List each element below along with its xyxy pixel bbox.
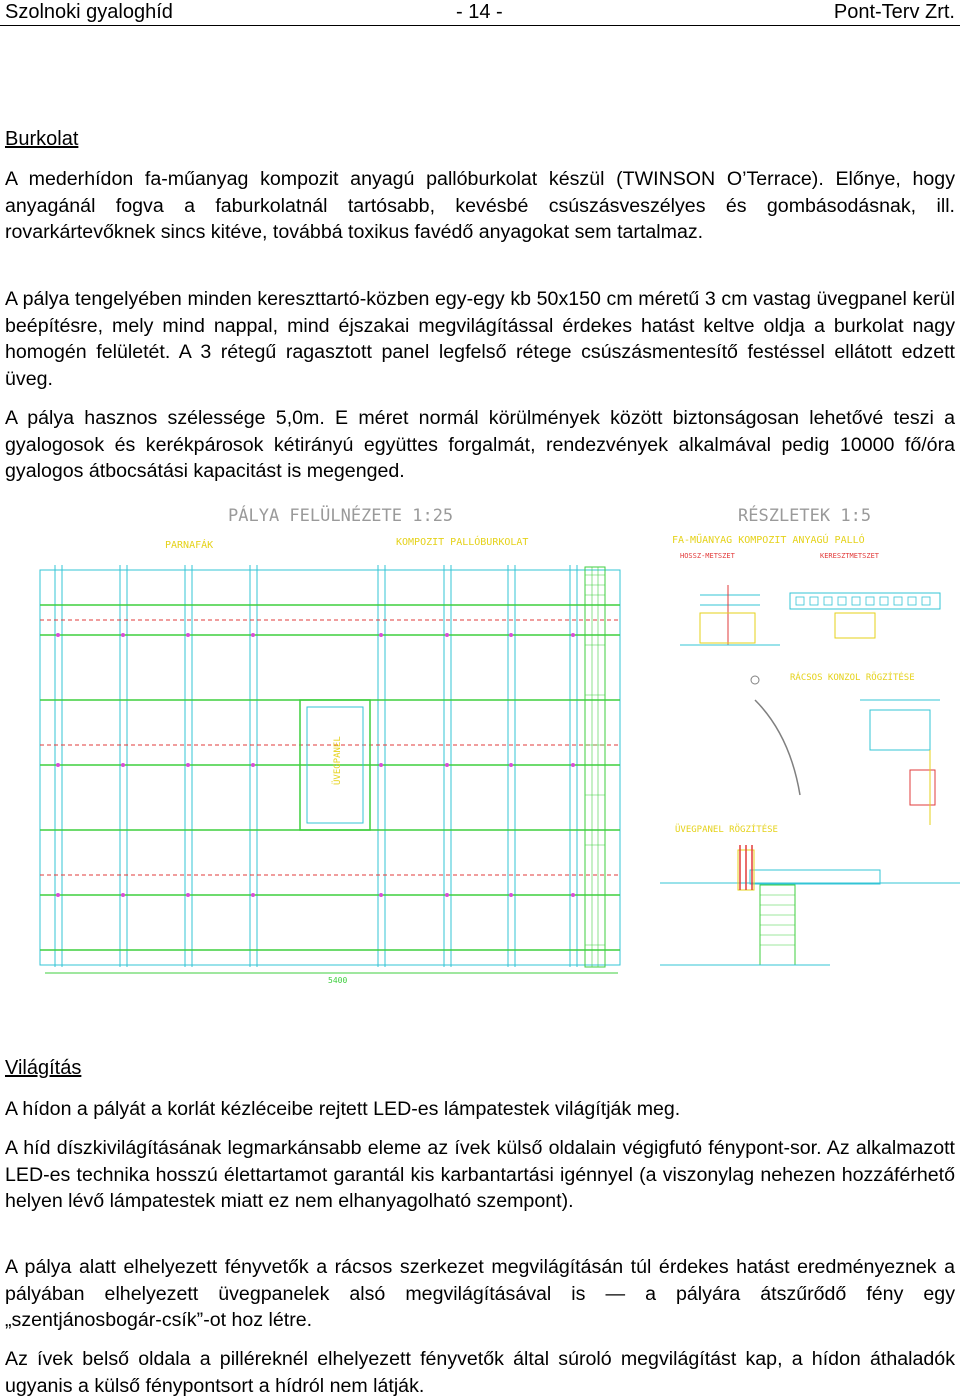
detail-long-label: HOSSZ-METSZET	[680, 552, 735, 560]
paragraph-vilagitas-3: A pálya alatt elhelyezett fényvetők a rácsos szerkezet megvilágításán túl érdekes hatást eredményeznek a pályában elhelyezett üvegpanelek alsó megvilágításával is — a pályára átszűrődő fény egy „szentjánosbogár-csík”-ot hoz létre.	[5, 1256, 955, 1331]
detail-cross-label: KERESZTMETSZET	[820, 552, 880, 560]
paragraph-burkolat-2: A pálya tengelyében minden kereszttartó-közben egy-egy kb 50x150 cm méretű 3 cm vastag üvegpanel kerül beépítésre, mely mind nappal, mind éjszakai megvilágítással érdekes hatást keltve oldja a burkolat nagy homogén felületét. A 3 rétegű ragasztott panel legfelső rétege csúszásmentesítő festéssel ellátott edzett üveg.	[5, 288, 955, 390]
page-header	[0, 0, 960, 26]
paragraph-burkolat-1: A mederhídon fa-műanyag kompozit anyagú pallóburkolat készül (TWINSON O’Terrace). Előnye, hogy anyagánál fogva a faburkolatnál tartósabb, kevésbé csúszásveszélyes és gombásodásnak, ill. rovarkártevőknek sincs kitéve, továbbá toxikus favédő anyagokat sem tartalmaz.	[5, 168, 955, 243]
technical-drawing	[0, 495, 960, 995]
plan-glass-label: ÜVEGPANEL	[333, 736, 343, 785]
plan-label-right: KOMPOZIT PALLÓBURKOLAT	[396, 537, 529, 548]
detail-subtitle: FA-MŰANYAG KOMPOZIT ANYAGÚ PALLÓ	[672, 535, 865, 546]
paragraph-vilagitas-2: A híd díszkivilágításának legmarkánsabb eleme az ívek külső oldalain végigfutó fénypont-sor. Az alkalmazott LED-es technika hosszú élettartamot garantál kis karbantartási igénnyel (a viszonylag nehezen hozzáférhető helyen lévő lámpatestek miatt ez nem elhanyagolható szempont).	[5, 1137, 955, 1212]
plan-title: PÁLYA FELÜLNÉZETE 1:25	[228, 506, 454, 526]
header-left: Szolnoki gyaloghíd	[5, 1, 173, 23]
section-title-vilagitas: Világítás	[5, 1057, 82, 1079]
paragraph-vilagitas-1: A hídon a pályát a korlát kézléceibe rejtett LED-es lámpatestek világítják meg.	[5, 1098, 681, 1120]
header-rule	[0, 25, 960, 26]
plan-dimension: 5400	[328, 976, 348, 985]
detail-title: RÉSZLETEK 1:5	[738, 506, 872, 526]
detail-bracket	[751, 676, 940, 825]
paragraph-vilagitas-4: Az ívek belső oldala a pilléreknél elhelyezett fényvetők által súroló megvilágítást kap, a hídon áthaladók ugyanis a külső fénypontsort a hídról nem látják.	[5, 1348, 955, 1397]
header-right: Pont-Terv Zrt.	[833, 1, 955, 23]
drawing-svg	[0, 495, 960, 995]
plan-label-left: PARNAFÁK	[165, 540, 214, 551]
detail-glass	[660, 845, 960, 965]
detail-grid-label: RÁCSOS KONZOL RÖGZÍTÉSE	[790, 673, 915, 683]
detail-plank	[680, 585, 940, 645]
plan-grid	[40, 565, 620, 985]
section-title-burkolat: Burkolat	[5, 128, 79, 150]
page-number: - 14 -	[456, 1, 503, 23]
paragraph-burkolat-3: A pálya hasznos szélessége 5,0m. E méret normál körülmények között biztonságosan lehetővé teszi a gyalogosok és kerékpárosok kétirányú együttes forgalmát, rendezvények alkalmával pedig 10000 fő/óra gyalogos átbocsátási kapacitást is megenged.	[5, 407, 955, 482]
detail-glass-label: ÜVEGPANEL RÖGZÍTÉSE	[675, 825, 778, 835]
